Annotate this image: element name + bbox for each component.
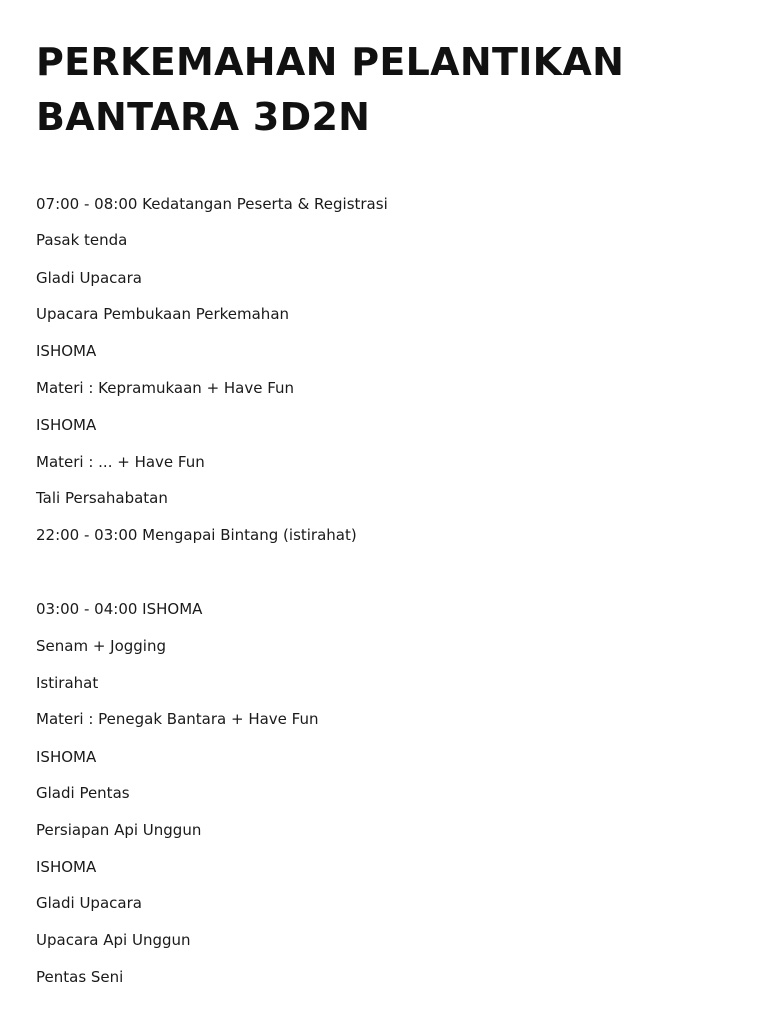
schedule-item: Pentas Seni [36,968,124,986]
schedule-item: Pasak tenda [36,231,128,249]
schedule-item: ISHOMA [36,416,97,434]
schedule-item: ISHOMA [36,342,97,360]
schedule-item: Gladi Upacara [36,894,142,912]
schedule-item: Materi : Kepramukaan + Have Fun [36,379,295,397]
schedule-item: Gladi Upacara [36,269,142,287]
schedule-item: Tali Persahabatan [36,489,168,507]
schedule-item: 07:00 - 08:00 Kedatangan Peserta & Registrasi [36,195,388,213]
schedule-item: Senam + Jogging [36,637,167,655]
schedule-item: 22:00 - 03:00 Mengapai Bintang (istirahat) [36,526,357,544]
title-line-1: PERKEMAHAN PELANTIKAN [36,40,625,84]
schedule-item: Upacara Pembukaan Perkemahan [36,305,290,323]
schedule-item: Gladi Pentas [36,784,130,802]
schedule-item: Materi : Penegak Bantara + Have Fun [36,710,319,728]
schedule-item: 03:00 - 04:00 ISHOMA [36,600,203,618]
schedule-item: ISHOMA [36,748,97,766]
document-page [36,0,736,1024]
schedule-item: Persiapan Api Unggun [36,821,202,839]
title-line-2: BANTARA 3D2N [36,95,371,139]
schedule-item: Upacara Api Unggun [36,931,191,949]
schedule-item: Istirahat [36,674,99,692]
schedule-item: ISHOMA [36,858,97,876]
page-title [36,35,624,145]
schedule-item: Materi : ... + Have Fun [36,453,205,471]
